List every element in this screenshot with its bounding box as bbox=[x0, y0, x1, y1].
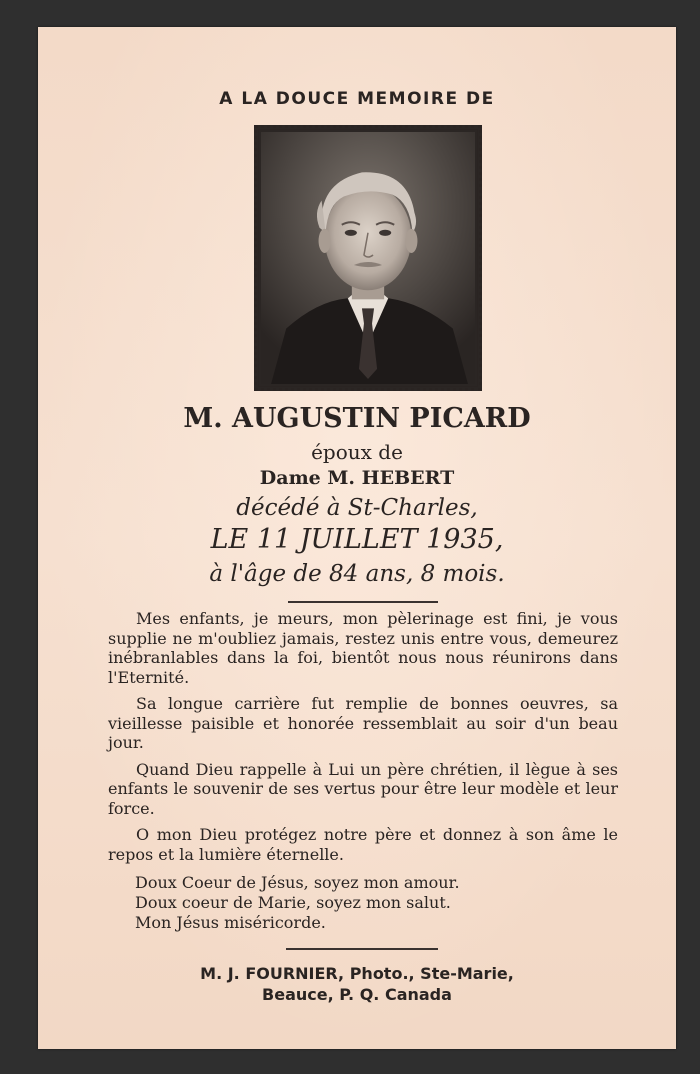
card-heading: A LA DOUCE MEMOIRE DE bbox=[219, 89, 495, 109]
photographer-credit-line2: Beauce, P. Q. Canada bbox=[262, 985, 452, 1004]
prayer-lines bbox=[135, 873, 460, 933]
age-at-death: à l'âge de 84 ans, 8 mois. bbox=[209, 561, 505, 587]
divider-top bbox=[288, 601, 438, 603]
photographer-credit-line1: M. J. FOURNIER, Photo., Ste-Marie, bbox=[200, 964, 514, 983]
paragraph: Mes enfants, je meurs, mon pèlerinage est fini, je vous supplie ne m'oubliez jamais, restez unis entre vous, demeurez inébranlables dans la foi, bientôt nous nous réunirons dans l'Eternité. bbox=[108, 609, 618, 687]
portrait-photo bbox=[261, 132, 475, 384]
deceased-name: M. AUGUSTIN PICARD bbox=[183, 403, 531, 434]
prayer-line: Doux coeur de Marie, soyez mon salut. bbox=[135, 893, 451, 912]
prayer-line: Doux Coeur de Jésus, soyez mon amour. bbox=[135, 873, 460, 892]
paragraph: O mon Dieu protégez notre père et donnez à son âme le repos et la lumière éternelle. bbox=[108, 825, 618, 864]
paragraph: Quand Dieu rappelle à Lui un père chrétien, il lègue à ses enfants le souvenir de ses vertus pour être leur modèle et leur force. bbox=[108, 759, 618, 818]
paragraph: Sa longue carrière fut remplie de bonnes oeuvres, sa vieillesse paisible et honorée ressemblait au soir d'un beau jour. bbox=[108, 694, 618, 752]
prayer-line: Mon Jésus miséricorde. bbox=[135, 913, 326, 932]
spouse-intro: époux de bbox=[311, 440, 403, 464]
death-date: LE 11 JUILLET 1935, bbox=[210, 524, 504, 555]
portrait-image bbox=[261, 132, 475, 384]
spouse-name: Dame M. HEBERT bbox=[259, 467, 455, 489]
memorial-card bbox=[38, 27, 676, 1049]
memorial-text bbox=[108, 609, 618, 871]
portrait-frame bbox=[254, 125, 482, 391]
death-place: décédé à St-Charles, bbox=[236, 495, 478, 521]
divider-bottom bbox=[286, 948, 438, 950]
